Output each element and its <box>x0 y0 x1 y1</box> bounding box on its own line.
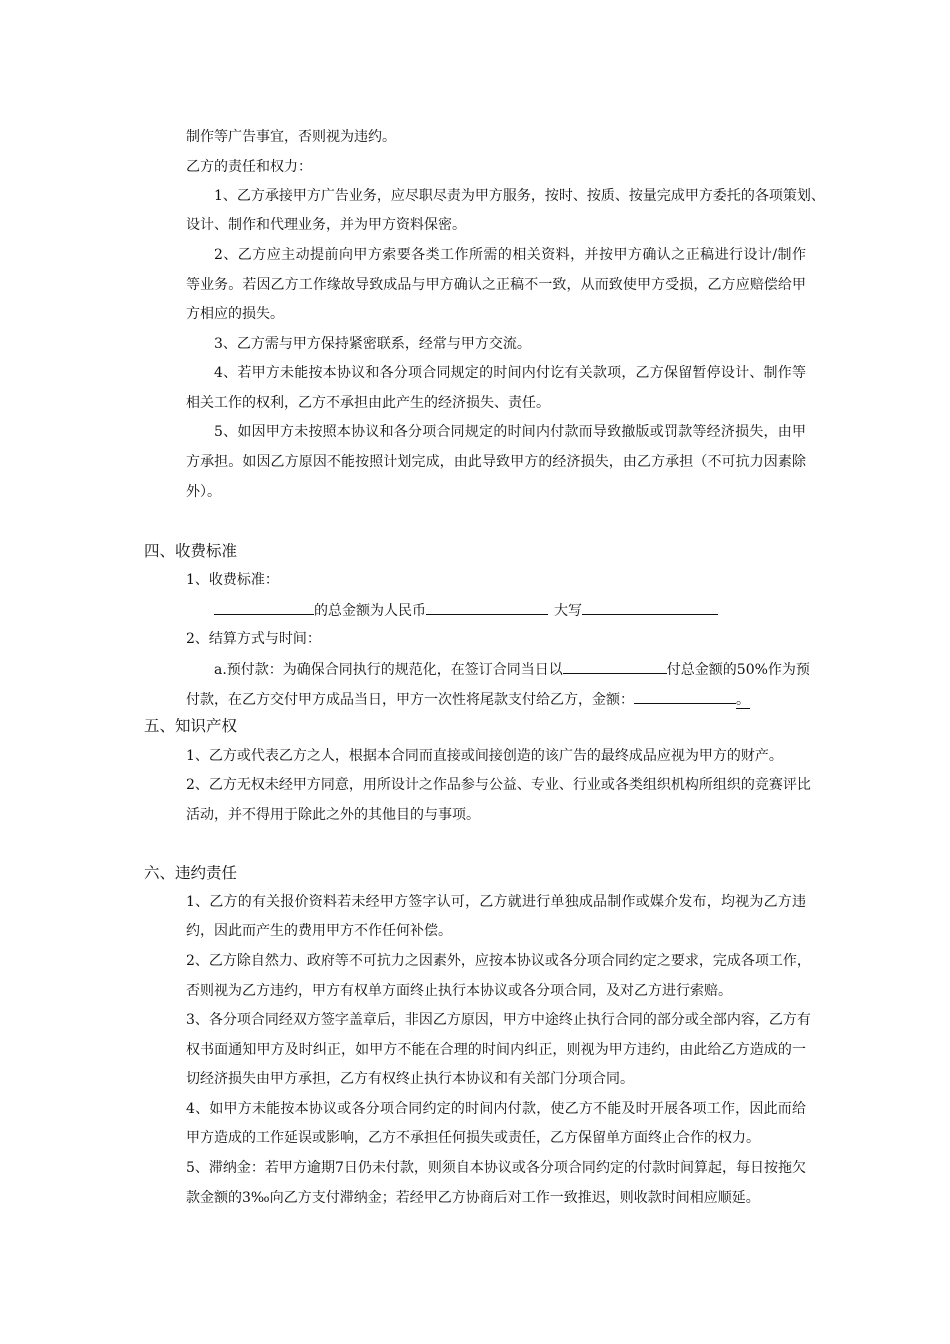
amount-label: 的总金额为人民币 <box>314 603 426 619</box>
paragraph-line: 相关工作的权利，乙方不承担由此产生的经济损失、责任。 <box>186 395 550 411</box>
paragraph-line: 4、若甲方未能按本协议和各分项合同规定的时间内付讫有关款项，乙方保留暂停设计、制作等 <box>214 365 806 381</box>
paragraph-line: 1、乙方的有关报价资料若未经甲方签字认可，乙方就进行单独成品制作或媒介发布，均视为乙方违 <box>186 894 806 910</box>
paragraph-line: 设计、制作和代理业务，并为甲方资料保密。 <box>186 217 466 233</box>
paragraph-line: 等业务。若因乙方工作缘故导致成品与甲方确认之正稿不一致，从而致使甲方受损，乙方应赔偿给甲 <box>186 277 806 293</box>
prepay-text: a.预付款：为确保合同执行的规范化，在签订合同当日以 <box>214 662 563 678</box>
paragraph-line: 2、乙方无权未经甲方同意，用所设计之作品参与公益、专业、行业或各类组织机构所组织的竞赛评比 <box>186 777 811 793</box>
paragraph-line: 1、乙方承接甲方广告业务，应尽职尽责为甲方服务，按时、按质、按量完成甲方委托的各项策划、 <box>214 188 825 204</box>
paragraph-line: 方承担。如因乙方原因不能按照计划完成，由此导致甲方的经济损失，由乙方承担（不可抗力因素除 <box>186 454 806 470</box>
paragraph-line: 款金额的3‰向乙方支付滞纳金；若经甲乙方协商后对工作一致推迟，则收款时间相应顺延。 <box>186 1190 760 1206</box>
paragraph-line: 2、乙方应主动提前向甲方索要各类工作所需的相关资料，并按甲方确认之正稿进行设计/制作 <box>214 247 806 263</box>
rmb-amount-blank[interactable] <box>426 600 548 615</box>
paragraph-line: 方相应的损失。 <box>186 306 284 322</box>
paragraph-line: 2、乙方除自然力、政府等不可抗力之因素外，应按本协议或各分项合同约定之要求，完成各项工作， <box>186 953 811 969</box>
prepay-line-2 <box>186 689 750 709</box>
section-heading: 五、知识产权 <box>144 717 238 735</box>
paragraph-line: 约，因此而产生的费用甲方不作任何补偿。 <box>186 923 452 939</box>
uppercase-label: 大写 <box>554 603 582 619</box>
prepay-line <box>214 659 810 679</box>
paragraph-line: 5、如因甲方未按照本协议和各分项合同规定的时间内付款而导致撤版或罚款等经济损失，由甲 <box>214 424 806 440</box>
paragraph-line: 权书面通知甲方及时纠正，如甲方不能在合理的时间内纠正，则视为甲方违约，由此给乙方造成的一 <box>186 1042 806 1058</box>
paragraph-line: 3、乙方需与甲方保持紧密联系，经常与甲方交流。 <box>214 336 531 352</box>
amount-blank[interactable] <box>214 600 314 615</box>
paragraph-line: 外）。 <box>186 484 221 500</box>
prepay-amount-blank[interactable] <box>563 659 667 674</box>
section-heading: 四、收费标准 <box>144 542 238 560</box>
paragraph-line: 3、各分项合同经双方签字盖章后，非因乙方原因，甲方中途终止执行合同的部分或全部内容，乙方有 <box>186 1012 811 1028</box>
paragraph-line: 1、乙方或代表乙方之人，根据本合同而直接或间接创造的该广告的最终成品应视为甲方的财产。 <box>186 748 783 764</box>
balance-amount-blank[interactable] <box>634 689 736 704</box>
paragraph-line: 否则视为乙方违约，甲方有权单方面终止执行本协议或各分项合同，及对乙方进行索赔。 <box>186 983 732 999</box>
paragraph-line: 活动，并不得用于除此之外的其他目的与事项。 <box>186 807 480 823</box>
paragraph-line: 甲方造成的工作延误或影响，乙方不承担任何损失或责任，乙方保留单方面终止合作的权力。 <box>186 1130 760 1146</box>
amount-line <box>214 600 718 620</box>
uppercase-amount-blank[interactable] <box>582 600 718 615</box>
paragraph-line: 切经济损失由甲方承担，乙方有权终止执行本协议和有关部门分项合同。 <box>186 1071 634 1087</box>
paragraph-line: 2、结算方式与时间： <box>186 631 321 647</box>
balance-end: 。 <box>736 692 750 708</box>
paragraph-line: 制作等广告事宜，否则视为违约。 <box>186 129 396 145</box>
prepay-text-2: 付总金额的50%作为预 <box>666 662 810 678</box>
subheading: 乙方的责任和权力： <box>186 159 312 175</box>
paragraph-line: 5、滞纳金：若甲方逾期7日仍未付款，则须自本协议或各分项合同约定的付款时间算起，每日按拖欠 <box>186 1160 806 1176</box>
paragraph-line: 1、收费标准： <box>186 572 279 588</box>
section-heading: 六、违约责任 <box>144 864 238 882</box>
paragraph-line: 4、如甲方未能按本协议或各分项合同约定的时间内付款，使乙方不能及时开展各项工作，因此而给 <box>186 1101 806 1117</box>
balance-text: 付款，在乙方交付甲方成品当日，甲方一次性将尾款支付给乙方，金额： <box>186 692 634 708</box>
